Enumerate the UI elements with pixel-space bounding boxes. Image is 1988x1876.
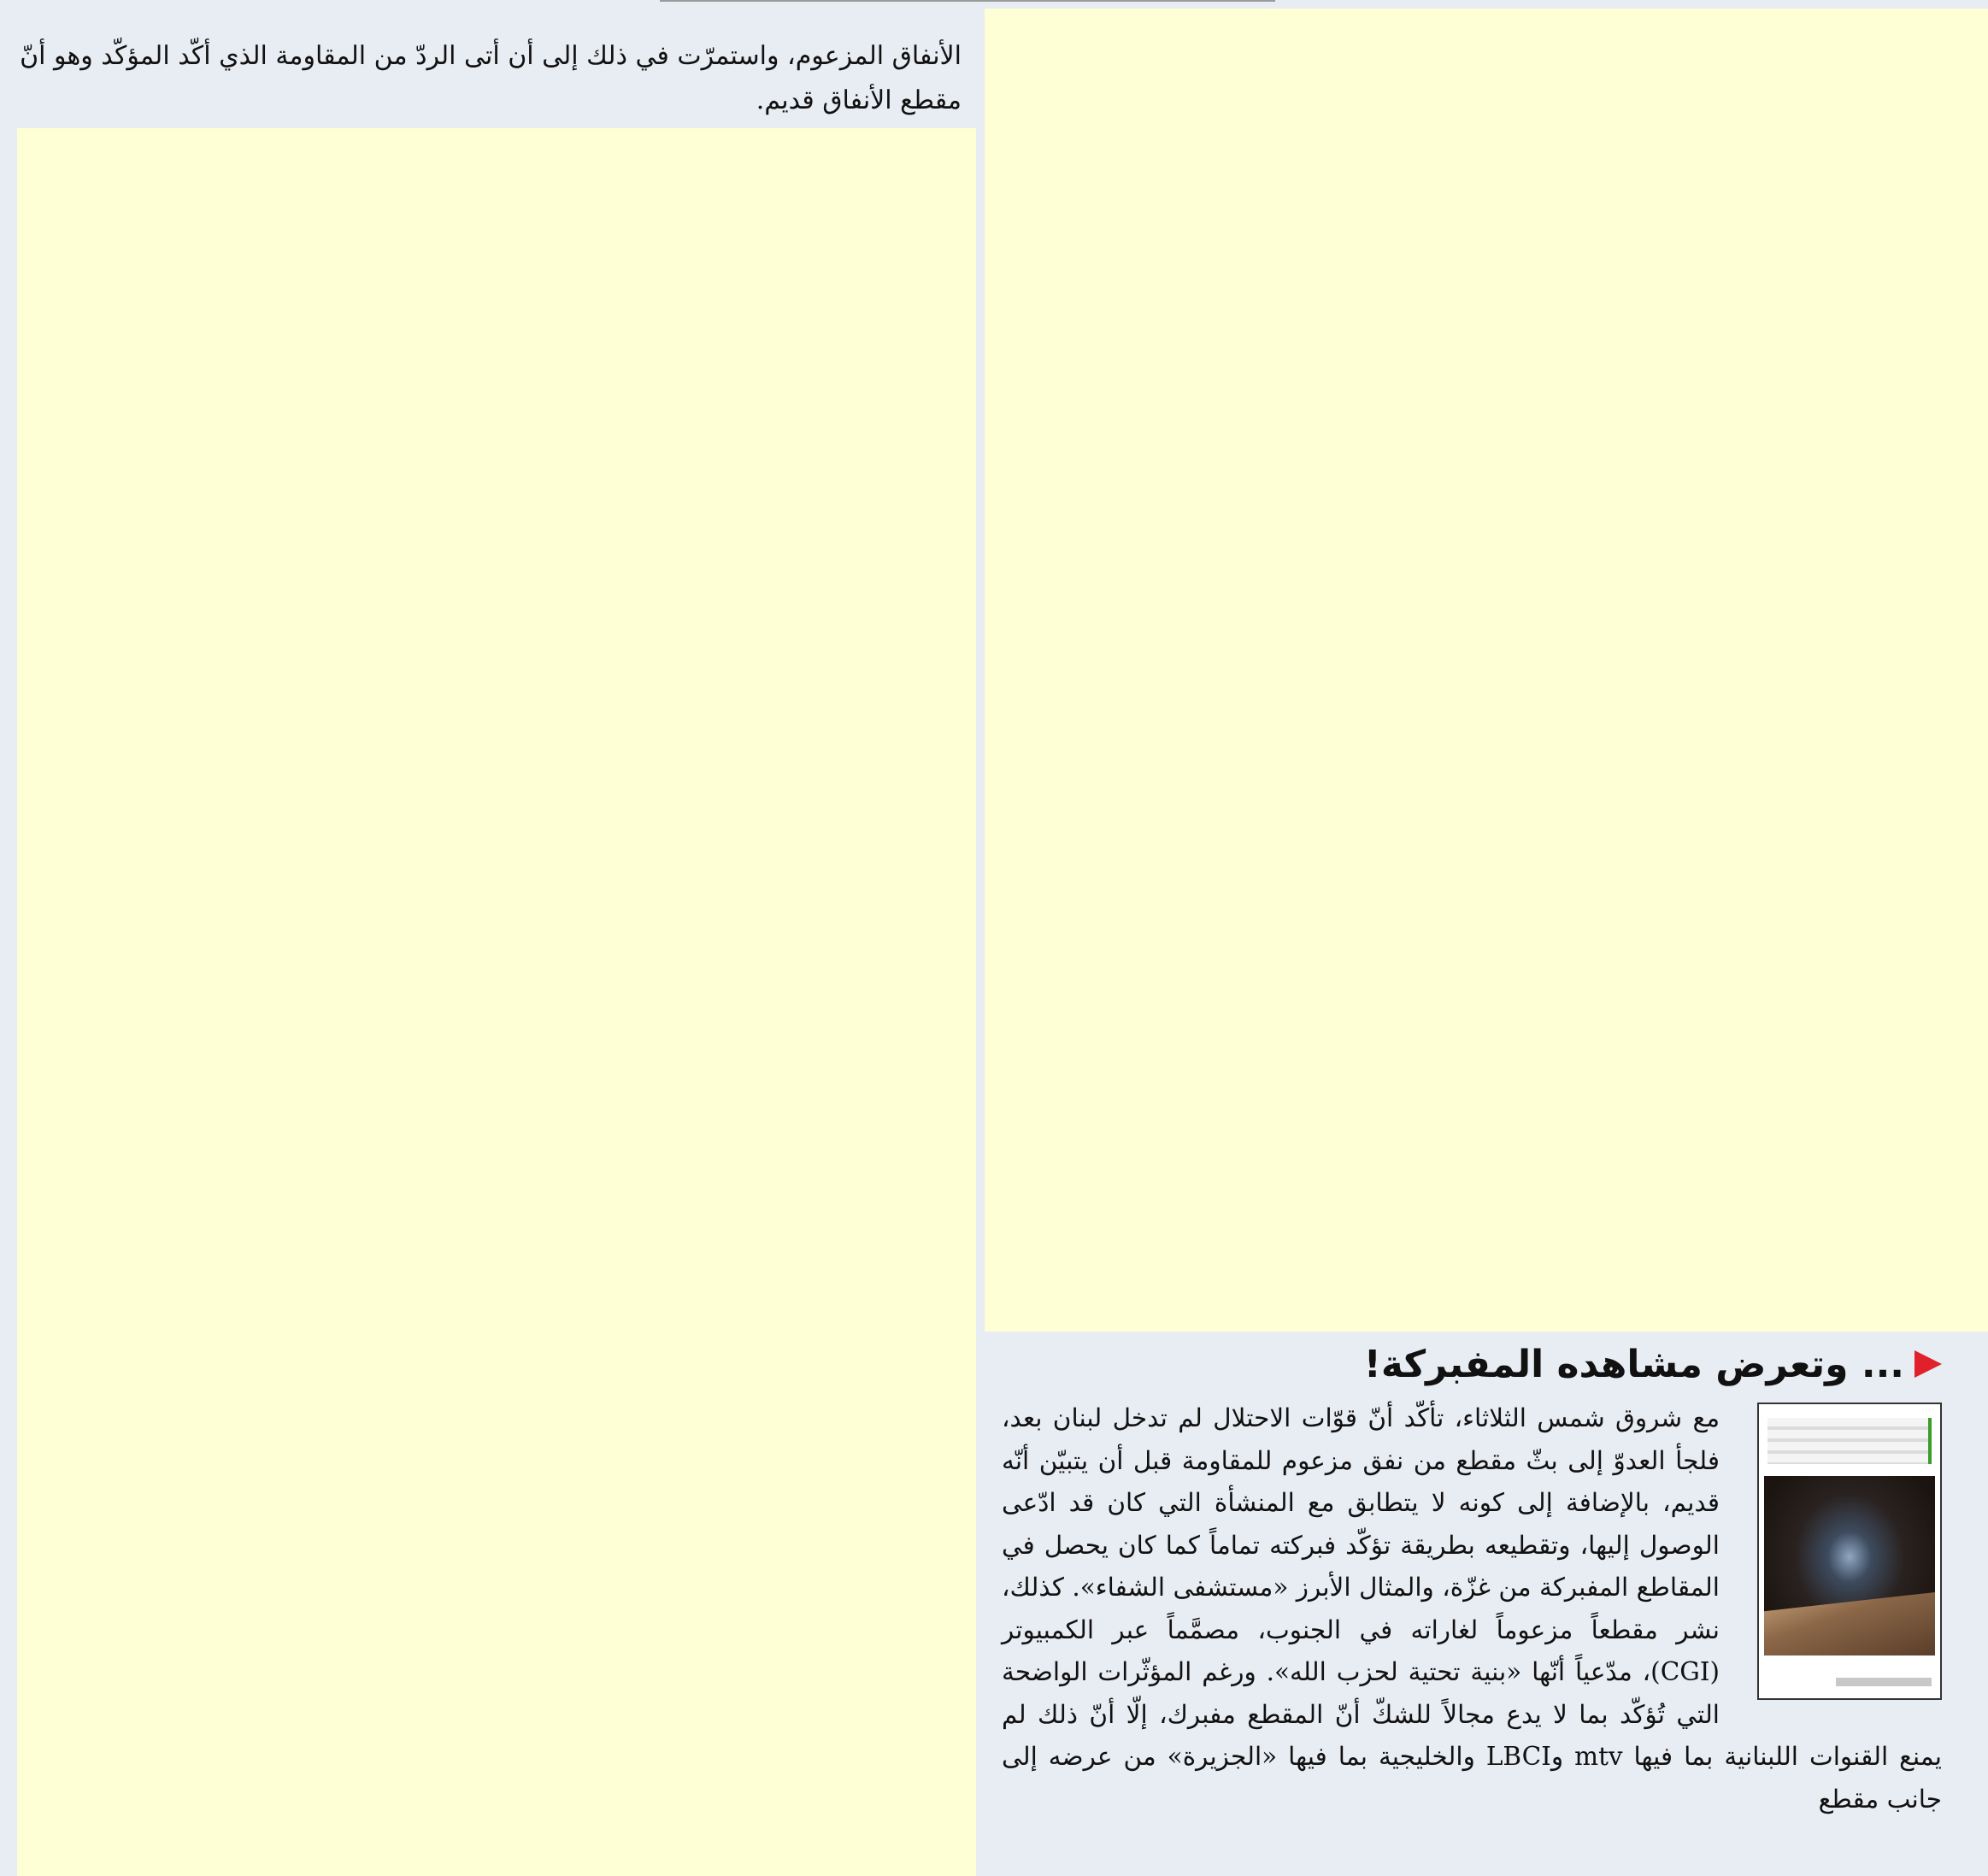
article-block bbox=[1002, 1338, 1942, 1867]
article-body: مع شروق شمس الثلاثاء، تأكّد أنّ قوّات الاحتلال لم تدخل لبنان بعد، فلجأ العدوّ إلى بثّ مقطع من نفق مزعوم للمقاومة قبل أن يتبيّن أنّه قديم، بالإضافة إلى كونه لا يتطابق مع المنشأة التي كان قد ادّعى الوصول إليها، وتقطيعه بطريقة تؤكّد فبركته تماماً كما كان يحصل في المقاطع المفبركة من غزّة، والمثال الأبرز «مستشفى الشفاء». كذلك، نشر مقطعاً مزعوماً لغاراته في الجنوب، مصمَّماً عبر الكمبيوتر (CGI)، مدّعياً أنّها «بنية تحتية لحزب الله». ورغم المؤثّرات الواضحة التي تُؤكّد بما لا يدع مجالاً للشكّ أنّ المقطع مفبرك، إلّا أنّ ذلك لم يمنع القنوات اللبنانية بما فيها mtv وLBCI والخليجية بما فيها «الجزيرة» من عرضه إلى جانب مقطع bbox=[1002, 1403, 1943, 1814]
red-arrow-icon bbox=[1914, 1350, 1942, 1378]
top-divider bbox=[660, 0, 1275, 2]
tunnel-photo-icon bbox=[1757, 1403, 1942, 1700]
article-headline-text: ... وتعرض مشاهده المفبركة! bbox=[1363, 1342, 1904, 1386]
blank-panel-right bbox=[985, 9, 1988, 1332]
photo-caption-bar bbox=[1767, 1418, 1932, 1464]
blank-panel-left bbox=[17, 128, 976, 1876]
article-headline bbox=[1002, 1338, 1942, 1391]
photo-credit-bar bbox=[1836, 1678, 1932, 1686]
top-snippet-text: الأنفاق المزعوم، واستمرّت في ذلك إلى أن أتى الردّ من المقاومة الذي أكّد المؤكّد وهو أنّ مقطع الأنفاق قديم. bbox=[20, 41, 962, 115]
